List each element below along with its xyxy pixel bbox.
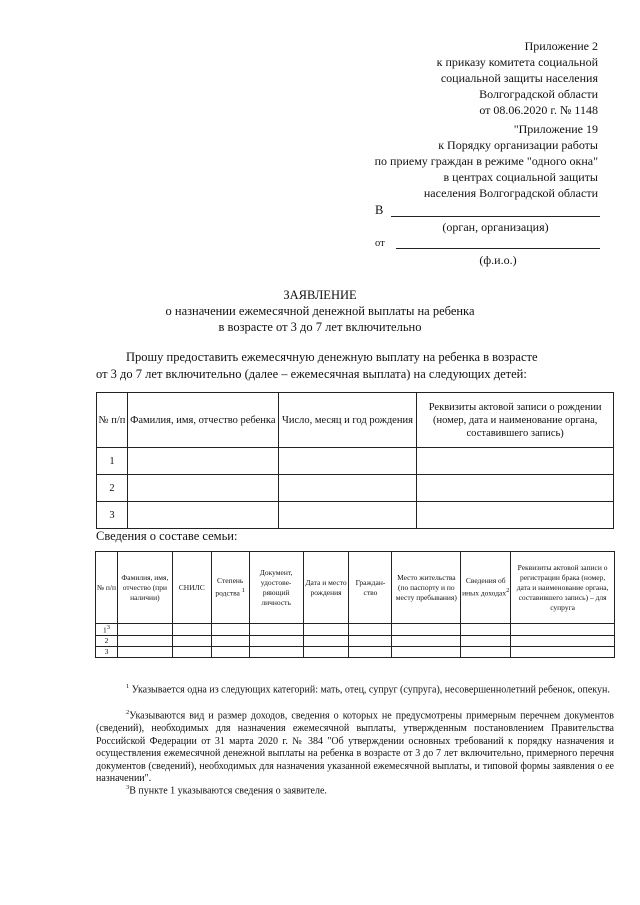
table-cell[interactable] xyxy=(278,448,417,475)
title-line: о назначении ежемесячной денежной выплаты на ребенка xyxy=(165,304,475,318)
table-cell[interactable] xyxy=(211,635,249,646)
row-number: 3 xyxy=(97,502,128,529)
table-cell[interactable] xyxy=(117,646,172,657)
table-cell[interactable] xyxy=(117,635,172,646)
table-header-row xyxy=(96,552,615,624)
table-cell[interactable] xyxy=(461,646,511,657)
title-heading: ЗАЯВЛЕНИЕ xyxy=(283,288,357,302)
table-cell[interactable] xyxy=(392,635,461,646)
table-cell[interactable] xyxy=(249,635,303,646)
to-organization-field[interactable] xyxy=(391,216,600,217)
footnote-marker: 1 xyxy=(126,683,130,690)
column-header: Граждан-ство xyxy=(349,552,392,624)
column-header: Дата и место рождения xyxy=(303,552,349,624)
annex-2-line: Волгоградской области xyxy=(479,87,598,101)
to-label: В xyxy=(375,203,384,217)
table-cell[interactable] xyxy=(303,624,349,636)
table-cell[interactable] xyxy=(511,646,615,657)
table-cell[interactable] xyxy=(392,646,461,657)
table-row xyxy=(96,624,615,636)
footnote-ref: 3 xyxy=(106,624,110,631)
table-cell[interactable] xyxy=(117,624,172,636)
table-cell[interactable] xyxy=(127,475,278,502)
row-number xyxy=(96,624,118,636)
footnote-ref: 1 xyxy=(241,587,245,595)
table-cell[interactable] xyxy=(349,646,392,657)
annex-19-line: населения Волгоградской области xyxy=(423,186,598,200)
table-row xyxy=(96,646,615,657)
table-cell[interactable] xyxy=(417,475,614,502)
annex-19-header xyxy=(375,121,598,201)
row-number: 1 xyxy=(97,448,128,475)
row-number: 2 xyxy=(97,475,128,502)
table-cell[interactable] xyxy=(303,635,349,646)
table-cell[interactable] xyxy=(249,624,303,636)
children-table xyxy=(96,392,614,529)
table-cell[interactable] xyxy=(461,635,511,646)
row-number-text: 1 xyxy=(102,625,107,635)
from-name-field[interactable] xyxy=(396,248,600,249)
column-header: Документ, удостове-ряющий личность xyxy=(249,552,303,624)
table-row xyxy=(97,448,614,475)
footnote-1 xyxy=(96,681,614,697)
table-cell[interactable] xyxy=(417,448,614,475)
column-header: Фамилия, имя, отчество (при наличии) xyxy=(117,552,172,624)
table-cell[interactable] xyxy=(278,502,417,529)
table-cell[interactable] xyxy=(303,646,349,657)
table-cell[interactable] xyxy=(172,624,211,636)
annex-2-line: к приказу комитета социальной xyxy=(436,55,598,69)
column-header-text: Степень родства xyxy=(215,576,244,598)
table-cell[interactable] xyxy=(211,646,249,657)
footnote-text: Указывается одна из следующих категорий: мать, отец, супруг (супруга), несовершеннолетний ребенок, опекун. xyxy=(129,684,610,696)
annex-19-line: по приему граждан в режиме "одного окна" xyxy=(374,154,598,168)
annex-2-line: от 08.06.2020 г. № 1148 xyxy=(479,103,598,117)
document-title xyxy=(0,287,640,335)
table-cell[interactable] xyxy=(127,448,278,475)
annex-19-line: "Приложение 19 xyxy=(513,122,598,136)
footnote-text: Указываются вид и размер доходов, сведения о которых не предусмотрены примерным перечнем документов (сведений), необходимых для назначения ежемесячной выплаты, утвержденным постановлением Правительства Российской Федерации от 31 марта 2020 г. № 384 "Об утверждении основных требований к порядку назначения и осуществления ежемесячной денежной выплаты на ребенка в возрасте от 3 до 7 лет включительно, примерного перечня документов (сведений), необходимых для назначения указанной ежемесячной выплаты, и типовой формы заявления о ее назначении". xyxy=(96,710,614,785)
annex-2-line: социальной защиты населения xyxy=(440,71,598,85)
table-cell[interactable] xyxy=(461,624,511,636)
column-header: Реквизиты актовой записи о регистрации брака (номер, дата и наименование органа, составившего запись) – для супруга xyxy=(511,552,615,624)
annex-19-line: в центрах социальной защиты xyxy=(443,170,598,184)
table-cell[interactable] xyxy=(511,635,615,646)
column-header: Фамилия, имя, отчество ребенка xyxy=(127,393,278,448)
column-header-text: Сведения об иных доходах xyxy=(462,576,507,598)
from-caption: (ф.и.о.) xyxy=(479,253,517,267)
footnote-3 xyxy=(96,782,614,798)
column-header: № п/п xyxy=(96,552,118,624)
footnote-marker: 2 xyxy=(126,709,130,716)
column-header: СНИЛС xyxy=(172,552,211,624)
table-cell[interactable] xyxy=(278,475,417,502)
table-cell[interactable] xyxy=(172,646,211,657)
column-header: Реквизиты актовой записи о рождении (номер, дата и наименование органа, составившего запись) xyxy=(417,393,614,448)
table-row xyxy=(97,502,614,529)
table-cell[interactable] xyxy=(211,624,249,636)
table-cell[interactable] xyxy=(349,635,392,646)
title-line: в возрасте от 3 до 7 лет включительно xyxy=(218,320,422,334)
table-cell[interactable] xyxy=(127,502,278,529)
annex-2-line: Приложение 2 xyxy=(524,39,598,53)
from-label: от xyxy=(375,238,385,249)
family-section-title: Сведения о составе семьи: xyxy=(96,529,238,543)
footnote-ref: 2 xyxy=(506,587,510,595)
footnote-text: В пункте 1 указываются сведения о заявителе. xyxy=(129,785,327,797)
table-cell[interactable] xyxy=(349,624,392,636)
table-cell[interactable] xyxy=(392,624,461,636)
table-cell[interactable] xyxy=(511,624,615,636)
row-number: 2 xyxy=(96,635,118,646)
footnote-2 xyxy=(96,707,614,786)
table-cell[interactable] xyxy=(172,635,211,646)
row-number: 3 xyxy=(96,646,118,657)
table-row xyxy=(96,635,615,646)
table-header-row xyxy=(97,393,614,448)
column-header xyxy=(461,552,511,624)
request-line-1: Прошу предоставить ежемесячную денежную выплату на ребенка в возрасте xyxy=(126,350,538,364)
column-header: Место жительства (по паспорту и по месту пребывания) xyxy=(392,552,461,624)
annex-2-header xyxy=(437,38,598,118)
table-cell[interactable] xyxy=(249,646,303,657)
family-table xyxy=(95,551,615,658)
footnote-marker: 3 xyxy=(126,784,130,791)
column-header: № п/п xyxy=(97,393,128,448)
table-cell[interactable] xyxy=(417,502,614,529)
request-line-2: от 3 до 7 лет включительно (далее – ежемесячная выплата) на следующих детей: xyxy=(96,367,527,381)
column-header: Число, месяц и год рождения xyxy=(278,393,417,448)
to-caption: (орган, организация) xyxy=(442,220,549,234)
table-row xyxy=(97,475,614,502)
column-header xyxy=(211,552,249,624)
annex-19-line: к Порядку организации работы xyxy=(438,138,598,152)
